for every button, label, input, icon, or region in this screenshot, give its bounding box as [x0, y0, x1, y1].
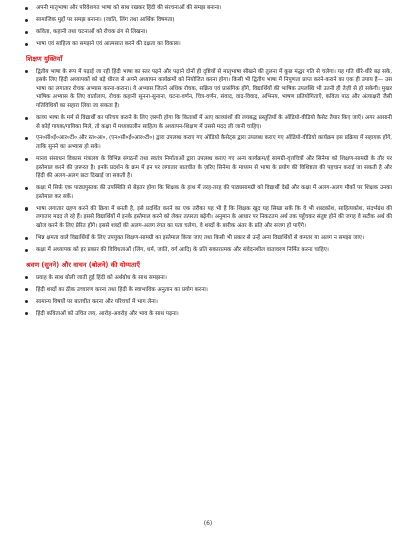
list-item: कक्षा में सिर्फ़ एक पाठ्यपुस्तक की उपस्थिति से बेहतर होगा कि शिक्षक के हाथ में तरह-तरह की पाठ्यसामग्री को विद्यार्थी देखें और कक्षा में अलग-अलग मौकों पर शिक्षक उनका इस्तेमाल कर सकें। [22, 184, 392, 201]
bullet-icon [25, 137, 28, 140]
list-item: भाषा एवं साहित्य का समझने एवं आत्मसात करने की दक्षता का विकास। [22, 40, 392, 49]
list-item: हिंदी कविताओं को उचित लय, आरोह-अवरोह और भाव के साथ पढ़ना। [22, 310, 392, 319]
bullet-icon [25, 43, 28, 46]
bullet-icon [25, 312, 28, 315]
list-item: काव्य भाषा के मर्म से विद्यार्थी का परिचय कराने के लिए ज़रूरी होगा कि किताबों में आए काव्यांशों की लयबद्ध प्रस्तुतियों के ऑडियो-वीडियो कैसेट तैयार किए जाएँ। अगर आसानी से कोई गायक/गायिका मिले, तो कक्षा में मध्यकालीन साहित्य के अध्यापन-शिक्षण में उससे मदद ली जानी चाहिए। [22, 114, 392, 131]
bullet-icon [25, 31, 28, 34]
listening-speaking-list [22, 274, 392, 319]
list-item: एन०सी०ई०आर०टी० और स्त०आ०, (एन०सी०ई०आर०टी०) द्वारा उपलब्ध कराए गए ऑडियो कैसेट्स द्वारा उपलब्ध कराए गए ऑडियो-वीडियो कार्यक्रम इस प्रक्रिया में सहायक होंगे, ताकि सुनने का अभ्यास हो सके। [22, 134, 392, 151]
list-item: हिंदी शब्दों का ठीक उच्चारण करना तथा हिंदी के स्वाभाविक अनुतान का प्रयोग करना। [22, 286, 392, 295]
page-number: (6) [203, 520, 213, 527]
list-item: द्वितीय भाषा के रूप में पढ़ाई जा रही हिंदी भाषा का स्तर पढ़ने और पढ़ाने दोनों ही दृष्टियों से मातृभाषा सीखने की तुलना में कुछ मंद्धर गति से चलेगा। यह गति धीरे-धीरे बढ़ सके, इसके लिए हिंदी अध्यापकों को बड़े धीरज से अपने अध्यापन कार्यक्रमों को नियोजित करना होगा। किसी भी द्वितीय भाषा में निपुणता प्राप्त करने-कराने का एक ही उपाय है— उस भाषा का लगातार रोचक अभ्यास करना-कराना। ये अभ्यास जितने अधिक रोचक, सक्रिय एवं प्रासंगिक होंगे, विद्यार्थियों की भाषिक उपलब्धि भी उतनी ही तेज़ी से हो सकेगी। मुखर भाषिक अभ्यास के लिए वार्तालाप, रोचक कहानी सुनना-सुनाना, घटना-वर्णन, चित्र-वर्णन, संवाद, वाद-विवाद, अभिनय, भाषण प्रतियोगिताएँ, कविता पाठ और अंत्याक्षरी जैसी गतिविधियों का सहारा लिया जा सकता है। [22, 68, 392, 111]
list-item: मानव संसाधन विकास मंत्रालय के विभिन्न संगठनों तथा स्वतंत्र निर्माताओं द्वारा उपलब्ध कराए गए अन्य कार्यक्रम/ई सामग्री-वृत्तचित्रों और सिनेमा को शिक्षण-सामग्री के तौर पर इस्तेमाल करने की ज़रूरत है। इनके प्रदर्शन के क्रम में इन पर लगातार बातचीत के ज़रिए सिनेमा के माध्यम से भाषा के प्रयोग की विशिष्टता की पहचान कराई जा सकती है और हिंदी की अलग-अलग छटा दिखाई जा सकती है। [22, 155, 392, 181]
bullet-icon [25, 288, 28, 291]
list-item: भिन्न क्षमता वाले विद्यार्थियों के लिए उपयुक्त शिक्षण-सामग्री का इस्तेमाल किया जाए तथा किसी भी प्रकार से उन्हें अन्य विद्यार्थियों से कमतर या अलग न समझा जाए। [22, 234, 392, 243]
teaching-techniques-list [22, 68, 392, 255]
list-item: भाषा लगातार ग्रहण करने की क्रिया में बनती है, इसे प्रदर्शित करने का एक तरीका यह भी है कि शिक्षक खुद यह सिखा सकें कि वे भी शब्दकोश, साहित्यकोश, संदर्भग्रंथ की लगातार मदद ले रहे हैं। इससे विद्यार्थियों में इनके इस्तेमाल करने को लेकर तत्परता बढ़ेगी। अनुमान के आधार पर निकटतम अर्थ तक पहुँचकर संतुष्ट होने की जगह वे सटीक अर्थ की खोज करने के लिए प्रेरित होंगे। इससे शब्दों की अलग-अलग रंगत का पता चलेगा, वे शब्दों के बारीक अंतर के प्रति और सजग हो पाएँगे। [22, 205, 392, 231]
bullet-icon [25, 19, 28, 22]
list-item: सामाजिक मुद्दों पर समझ बनाना। (जाति, लिंग तथा आर्थिक विषमता) [22, 16, 392, 25]
bullet-icon [25, 207, 28, 210]
bullet-icon [25, 187, 28, 190]
bullet-icon [25, 158, 28, 161]
list-item: कक्षा में अध्यापक को हर प्रकार की विविधताओं (लिंग, धर्म, जाति, वर्ग आदि) के प्रति सकारात्मक और संवेदनशील वातावरण निर्मित करना चाहिए। [22, 246, 392, 255]
bullet-icon [25, 117, 28, 120]
list-item: सामान्य विषयों पर बातचीत करना और परिचर्चा में भाग लेना। [22, 298, 392, 307]
bullet-icon [25, 249, 28, 252]
bullet-icon [25, 237, 28, 240]
list-item: कविता, कहानी तथा घटनाओं को रोचक ढंग से लिखना। [22, 28, 392, 37]
bullet-icon [25, 276, 28, 279]
section-heading-listening-speaking: श्रवण (सुनने) और वाचन (बोलने) की योग्यताएँ [26, 260, 141, 269]
objectives-list [22, 4, 392, 49]
section-heading-teaching-techniques: शिक्षण युक्तियाँ [26, 54, 63, 63]
bullet-icon [25, 70, 28, 73]
list-item: अपनी मातृभाषा और परिवेशगत भाषा को साथ रखकर हिंदी की संरचनाओं की समझ बनाना। [22, 4, 392, 13]
bullet-icon [25, 7, 28, 10]
bullet-icon [25, 300, 28, 303]
list-item: प्रवाह के साथ बोली जाती हुई हिंदी को अर्थबोध के साथ समझना। [22, 274, 392, 283]
